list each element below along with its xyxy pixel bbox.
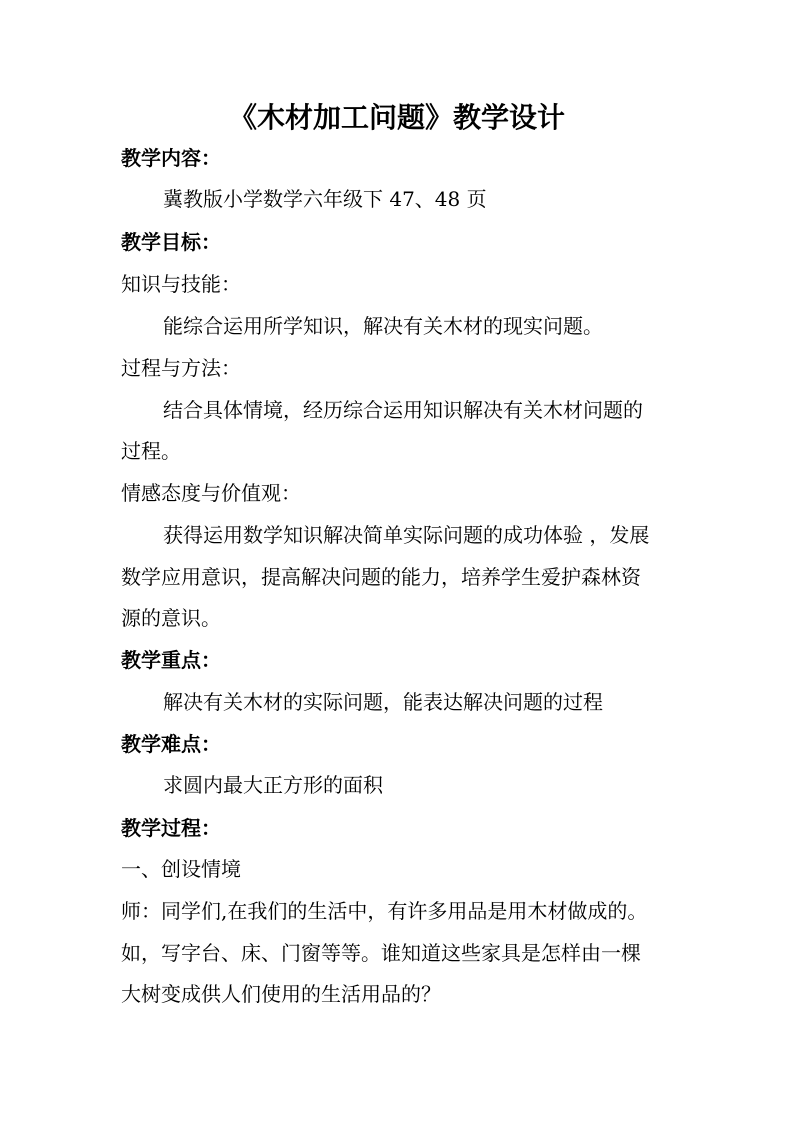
heading-teaching-goals: 教学目标： (121, 230, 221, 254)
paragraph-line: 数学应用意识，提高解决问题的能力，培养学生爱护森林资 (121, 565, 641, 589)
paragraph-line: 过程。 (121, 439, 181, 463)
heading-teaching-content: 教学内容： (121, 146, 221, 170)
paragraph-line: 源的意识。 (121, 606, 221, 630)
paragraph-line: 能综合运用所学知识，解决有关木材的现实问题。 (163, 314, 603, 338)
paragraph-line: 结合具体情境，经历综合运用知识解决有关木材问题的 (163, 398, 643, 422)
heading-key-points: 教学重点： (121, 648, 221, 672)
section-heading: 一、创设情境 (121, 857, 241, 881)
heading-difficulties: 教学难点： (121, 732, 221, 756)
subheading-knowledge-skills: 知识与技能： (121, 272, 241, 296)
paragraph-line: 解决有关木材的实际问题，能表达解决问题的过程 (163, 690, 603, 714)
subheading-process-method: 过程与方法： (121, 356, 241, 380)
paragraph-line: 大树变成供人们使用的生活用品的？ (121, 982, 441, 1006)
paragraph-line: 师：同学们,在我们的生活中，有许多用品是用木材做成的。 (121, 899, 648, 923)
paragraph-line: 获得运用数学知识解决简单实际问题的成功体验 ，发展 (163, 523, 650, 547)
paragraph-line: 如，写字台、床、门窗等等。谁知道这些家具是怎样由一棵 (121, 941, 641, 965)
heading-teaching-process: 教学过程： (121, 816, 221, 840)
paragraph-line: 求圆内最大正方形的面积 (163, 773, 383, 797)
textbook-pages: 冀教版小学数学六年级下 47、48 页 (163, 187, 487, 211)
document-title: 《木材加工问题》教学设计 (228, 101, 565, 134)
subheading-emotion-values: 情感态度与价值观： (121, 481, 301, 505)
